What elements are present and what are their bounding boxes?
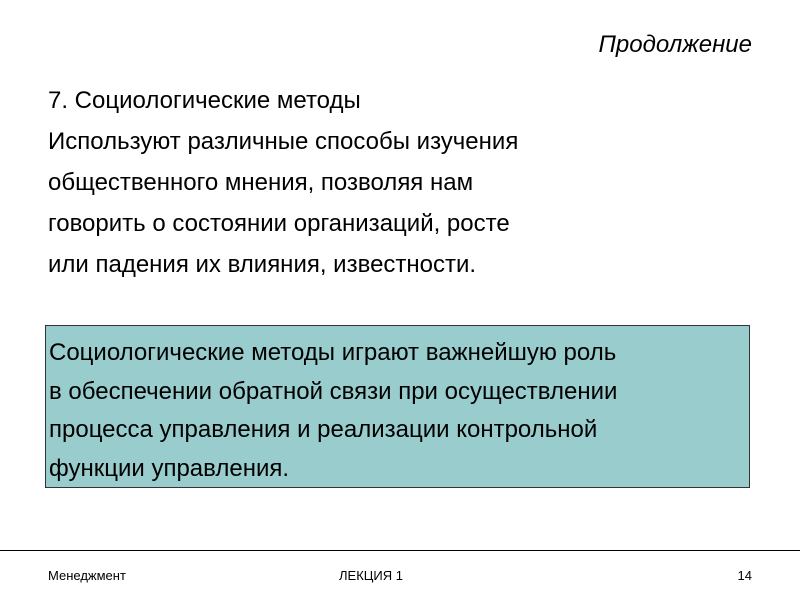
highlight-line: Социологические методы играют важнейшую роль bbox=[49, 339, 617, 366]
body-line: или падения их влияния, известности. bbox=[48, 251, 477, 278]
body-line: говорить о состоянии организаций, росте bbox=[48, 210, 510, 237]
footer-divider bbox=[0, 550, 800, 551]
highlight-line: процесса управления и реализации контрольной bbox=[49, 416, 598, 443]
highlight-box bbox=[45, 325, 750, 488]
highlight-line: в обеспечении обратной связи при осуществлении bbox=[49, 377, 618, 405]
slide-subtitle: Продолжение bbox=[598, 31, 752, 58]
footer-page-number: 14 bbox=[737, 568, 752, 583]
body-line: общественного мнения, позволяя нам bbox=[48, 169, 474, 196]
footer-lecture-label: ЛЕКЦИЯ 1 bbox=[339, 568, 403, 583]
slide-body bbox=[48, 80, 748, 285]
body-line: Используют различные способы изучения bbox=[48, 128, 519, 155]
footer-course-title: Менеджмент bbox=[48, 568, 126, 583]
body-heading: 7. Социологические методы bbox=[48, 87, 361, 114]
highlight-line: функции управления. bbox=[49, 454, 290, 482]
